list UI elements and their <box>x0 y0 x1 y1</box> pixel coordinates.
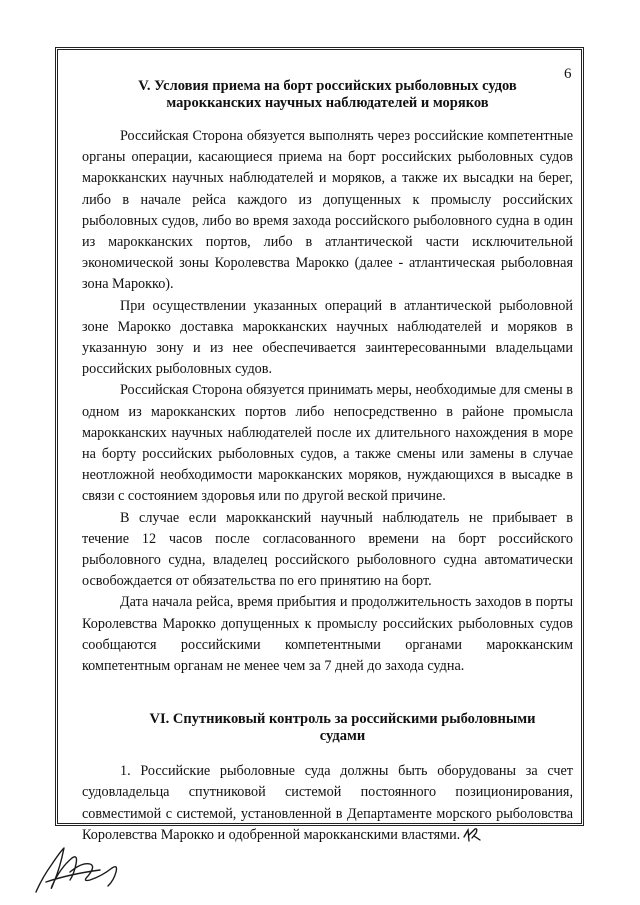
section-6-title-line2: судами <box>319 728 366 745</box>
initials-mark-icon <box>462 825 482 843</box>
section-5-title <box>82 78 573 112</box>
paragraph-satellite-text: 1. Российские рыболовные суда должны быть оборудованы за счет судовладельца спутниковой системой постоянного позиционирования, совместимой с системой, установленной в Департаменте морского рыболовства Королевства Марокко и одобренной марокканскими властями. <box>82 763 573 843</box>
paragraph-reception-operations: Российская Сторона обязуется выполнять через российские компетентные органы операции, касающиеся приема на борт российских рыболовных судов марокканских научных наблюдателей и моряков, а также их высадки на берег, либо в начале рейса каждого из допущенных к промыслу российских рыболовных судов, либо во время захода российского рыболовного судна в один из марокканских портов, либо в атлантической части исключительной экономической зоны Королевства Марокко (далее - атлантическая рыболовная зона Марокко). <box>82 128 573 293</box>
document-content <box>82 66 573 846</box>
section-5-title-line2: марокканских научных наблюдателей и моряков <box>166 95 489 111</box>
section-5-title-line1: V. Условия приема на борт российских рыболовных судов <box>138 78 517 94</box>
paragraph-delivery: При осуществлении указанных операций в атлантической рыболовной зоне Марокко доставка марокканских научных наблюдателей и моряков в указанную зону и из нее обеспечивается заинтересованными владельцами российских рыболовных судов. <box>82 297 573 378</box>
paragraph-observer-delay: В случае если марокканский научный наблюдатель не прибывает в течение 12 часов после согласованного времени на борт российского рыболовного судна, владелец российского рыболовного судна автоматически освобождается от обязательства по его принятию на борт. <box>82 509 573 590</box>
paragraph-replacement: Российская Сторона обязуется принимать меры, необходимые для смены в одном из марокканских портов либо непосредственно в районе промысла марокканских научных наблюдателей после их длительного нахождения в море на борту российских рыболовных судов, а также смены или замены в случае неотложной необходимости марокканских моряков, нуждающихся в высадке в связи с состоянием здоровья или по другой веской причине. <box>82 382 573 505</box>
section-6-title <box>82 711 573 745</box>
section-5-body <box>82 126 573 677</box>
section-6-title-line1: VI. Спутниковый контроль за российскими рыболовными <box>149 711 536 728</box>
page-number: 6 <box>564 66 572 82</box>
paragraph-satellite-system <box>82 761 573 846</box>
section-6-body <box>82 761 573 846</box>
paragraph-voyage-dates: Дата начала рейса, время прибытия и продолжительность заходов в порты Королевства Марокко допущенных к промыслу российских рыболовных судов сообщаются российскими компетентными органами марокканским компетентным органам не менее чем за 7 дней до захода судна. <box>82 594 573 675</box>
handwritten-signature-icon <box>30 842 130 900</box>
